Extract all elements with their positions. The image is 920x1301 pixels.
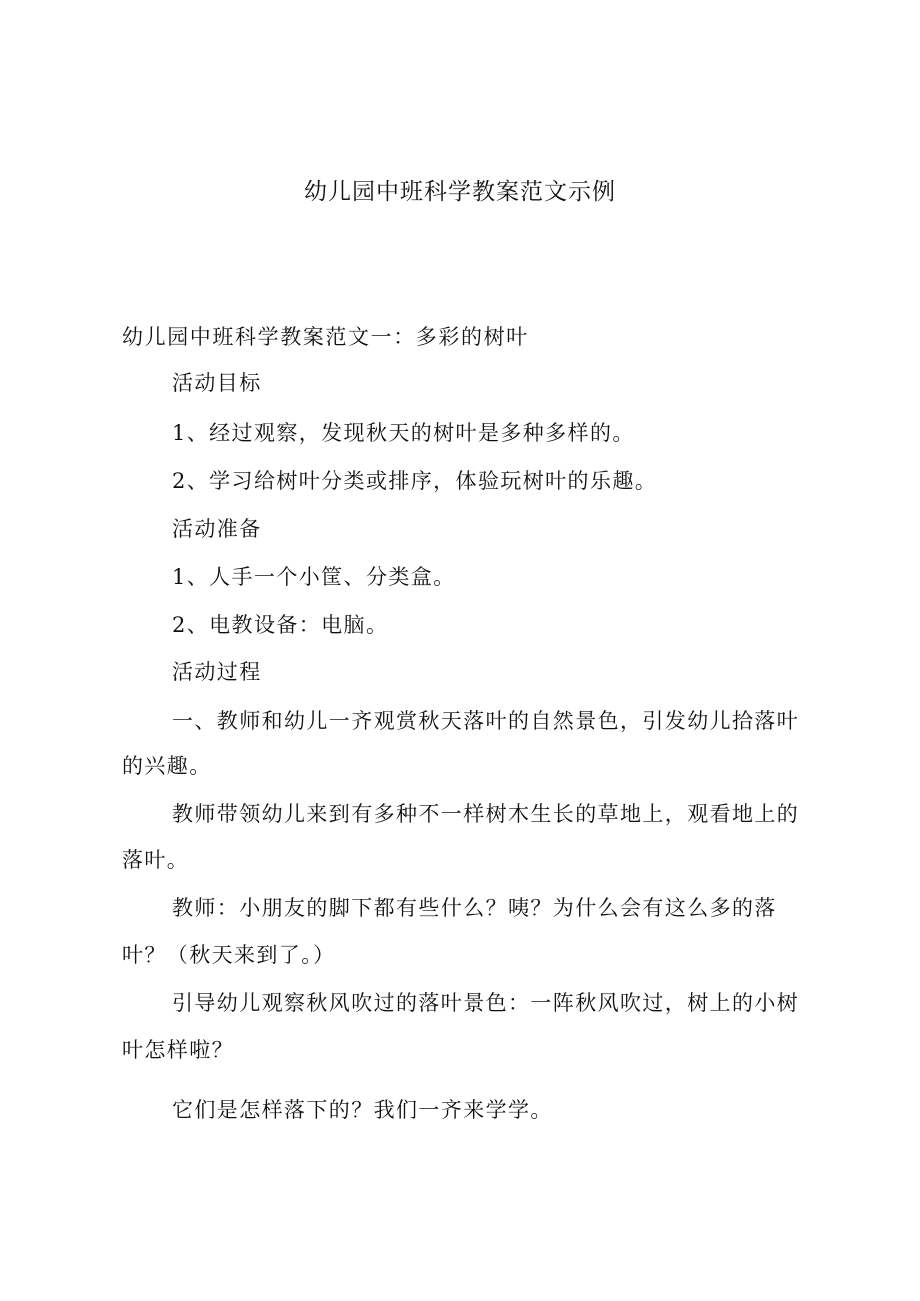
process-step-1-line-2: 的兴趣。 bbox=[122, 754, 212, 778]
goal-item: 2、学习给树叶分类或排序，体验玩树叶的乐趣。 bbox=[172, 469, 658, 493]
prep-item: 1、人手一个小筐、分类盒。 bbox=[172, 565, 456, 589]
process-paragraph-2-line-2: 叶？（秋天来到了。） bbox=[122, 943, 336, 967]
process-paragraph-2-line-1: 教师：小朋友的脚下都有些什么？咦？为什么会有这么多的落 bbox=[172, 896, 777, 920]
document-subtitle: 幼儿园中班科学教案范文一：多彩的树叶 bbox=[122, 325, 529, 349]
process-paragraph-1-line-2: 落叶。 bbox=[122, 848, 190, 872]
section-heading-prep: 活动准备 bbox=[172, 517, 262, 541]
section-heading-goals: 活动目标 bbox=[172, 371, 262, 395]
prep-item: 2、电教设备：电脑。 bbox=[172, 613, 389, 637]
goal-item: 1、经过观察，发现秋天的树叶是多种多样的。 bbox=[172, 421, 635, 445]
process-paragraph-3-line-2: 叶怎样啦？ bbox=[122, 1038, 234, 1062]
process-paragraph-3-line-1: 引导幼儿观察秋风吹过的落叶景色：一阵秋风吹过，树上的小树 bbox=[172, 991, 800, 1015]
process-step-1-line-1: 一、教师和幼儿一齐观赏秋天落叶的自然景色，引发幼儿拾落叶 bbox=[172, 709, 800, 733]
document-title: 幼儿园中班科学教案范文示例 bbox=[304, 179, 616, 205]
process-paragraph-4: 它们是怎样落下的？我们一齐来学学。 bbox=[172, 1098, 553, 1122]
process-paragraph-1-line-1: 教师带领幼儿来到有多种不一样树木生长的草地上，观看地上的 bbox=[172, 802, 800, 826]
section-heading-process: 活动过程 bbox=[172, 660, 262, 684]
